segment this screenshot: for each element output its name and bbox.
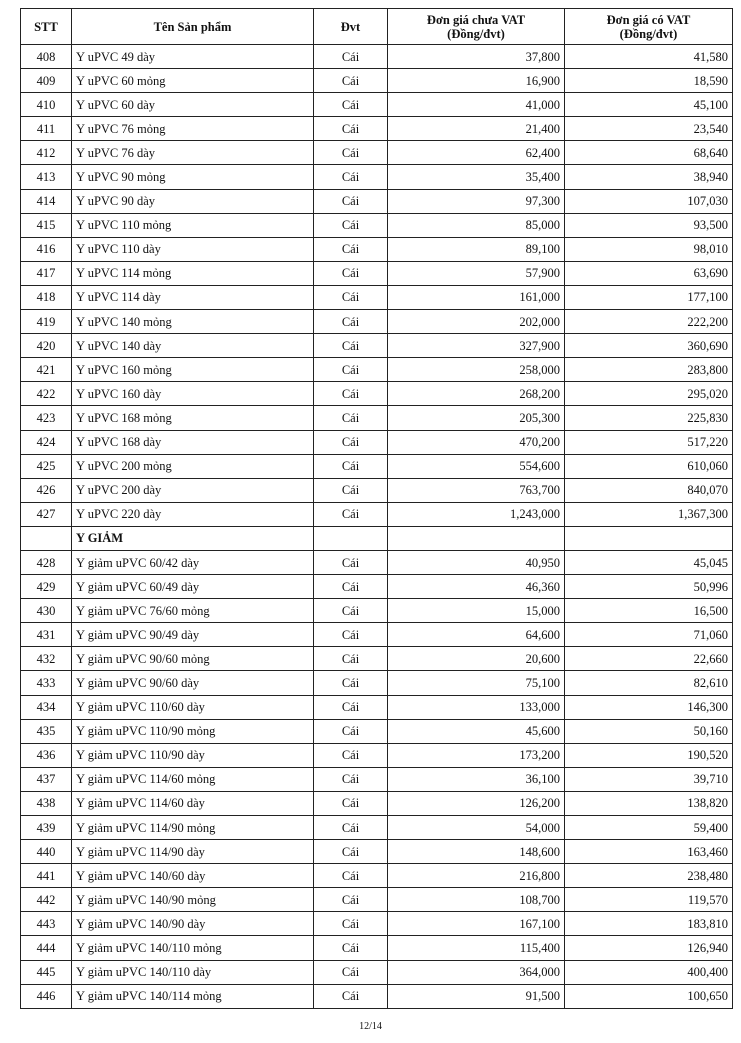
cell-price-no-vat: 268,200 <box>388 382 565 406</box>
cell-unit: Cái <box>314 45 388 69</box>
cell-unit: Cái <box>314 285 388 309</box>
cell-product-name: Y uPVC 160 mỏng <box>72 358 314 382</box>
cell-unit: Cái <box>314 767 388 791</box>
cell-stt: 427 <box>21 502 72 526</box>
cell-price-no-vat: 16,900 <box>388 69 565 93</box>
cell-price-no-vat: 91,500 <box>388 984 565 1008</box>
cell-product-name: Y uPVC 114 mỏng <box>72 261 314 285</box>
cell-price-vat <box>565 526 733 550</box>
table-row <box>21 213 733 237</box>
cell-product-name: Y giảm uPVC 60/49 dày <box>72 575 314 599</box>
cell-price-vat: 360,690 <box>565 334 733 358</box>
cell-price-no-vat: 763,700 <box>388 478 565 502</box>
cell-stt: 428 <box>21 550 72 574</box>
cell-price-vat: 22,660 <box>565 647 733 671</box>
cell-product-name: Y uPVC 60 mỏng <box>72 69 314 93</box>
cell-price-vat: 119,570 <box>565 888 733 912</box>
header-stt: STT <box>21 9 72 45</box>
table-row <box>21 623 733 647</box>
table-row <box>21 310 733 334</box>
cell-unit: Cái <box>314 960 388 984</box>
cell-price-no-vat: 470,200 <box>388 430 565 454</box>
cell-unit: Cái <box>314 502 388 526</box>
cell-unit: Cái <box>314 912 388 936</box>
cell-price-no-vat: 57,900 <box>388 261 565 285</box>
cell-stt: 410 <box>21 93 72 117</box>
cell-stt: 414 <box>21 189 72 213</box>
cell-product-name: Y uPVC 76 mỏng <box>72 117 314 141</box>
table-row <box>21 695 733 719</box>
cell-product-name: Y giảm uPVC 114/90 dày <box>72 840 314 864</box>
cell-stt: 422 <box>21 382 72 406</box>
cell-unit: Cái <box>314 743 388 767</box>
cell-unit: Cái <box>314 261 388 285</box>
cell-price-vat: 183,810 <box>565 912 733 936</box>
cell-price-no-vat: 202,000 <box>388 310 565 334</box>
table-row <box>21 406 733 430</box>
cell-price-vat: 82,610 <box>565 671 733 695</box>
header-row <box>21 9 733 45</box>
cell-unit: Cái <box>314 575 388 599</box>
cell-stt: 445 <box>21 960 72 984</box>
cell-product-name: Y giảm uPVC 110/90 mỏng <box>72 719 314 743</box>
cell-unit: Cái <box>314 888 388 912</box>
cell-product-name: Y giảm uPVC 140/110 mỏng <box>72 936 314 960</box>
table-row <box>21 478 733 502</box>
cell-price-no-vat: 173,200 <box>388 743 565 767</box>
table-row <box>21 960 733 984</box>
cell-price-no-vat: 62,400 <box>388 141 565 165</box>
cell-product-name: Y giảm uPVC 140/60 dày <box>72 864 314 888</box>
cell-price-vat: 163,460 <box>565 840 733 864</box>
cell-price-vat: 63,690 <box>565 261 733 285</box>
table-row <box>21 261 733 285</box>
cell-stt: 409 <box>21 69 72 93</box>
cell-stt: 421 <box>21 358 72 382</box>
table-row <box>21 93 733 117</box>
table-row <box>21 117 733 141</box>
cell-unit: Cái <box>314 237 388 261</box>
table-row <box>21 69 733 93</box>
cell-price-no-vat: 35,400 <box>388 165 565 189</box>
cell-stt: 442 <box>21 888 72 912</box>
cell-stt: 436 <box>21 743 72 767</box>
cell-unit: Cái <box>314 550 388 574</box>
cell-product-name: Y giảm uPVC 90/49 dày <box>72 623 314 647</box>
cell-product-name: Y uPVC 160 dày <box>72 382 314 406</box>
table-row <box>21 358 733 382</box>
cell-price-no-vat: 45,600 <box>388 719 565 743</box>
cell-unit: Cái <box>314 791 388 815</box>
cell-unit: Cái <box>314 936 388 960</box>
cell-price-no-vat: 161,000 <box>388 285 565 309</box>
cell-price-no-vat: 15,000 <box>388 599 565 623</box>
cell-price-no-vat: 126,200 <box>388 791 565 815</box>
cell-price-no-vat: 327,900 <box>388 334 565 358</box>
header-price-vat <box>565 9 733 45</box>
cell-product-name: Y GIẢM <box>72 526 314 550</box>
header-price-vat-line1: Đơn giá có VAT <box>606 12 691 27</box>
cell-product-name: Y uPVC 90 mỏng <box>72 165 314 189</box>
cell-unit: Cái <box>314 478 388 502</box>
header-price-no-vat-line2: (Đồng/đvt) <box>447 26 505 41</box>
cell-stt: 440 <box>21 840 72 864</box>
header-price-vat-line2: (Đồng/đvt) <box>619 26 678 41</box>
cell-price-vat: 68,640 <box>565 141 733 165</box>
cell-price-no-vat: 216,800 <box>388 864 565 888</box>
cell-unit: Cái <box>314 840 388 864</box>
cell-price-no-vat: 148,600 <box>388 840 565 864</box>
cell-unit: Cái <box>314 93 388 117</box>
cell-product-name: Y giảm uPVC 90/60 mỏng <box>72 647 314 671</box>
cell-price-vat: 1,367,300 <box>565 502 733 526</box>
cell-price-no-vat <box>388 526 565 550</box>
table-row <box>21 671 733 695</box>
cell-price-no-vat: 205,300 <box>388 406 565 430</box>
cell-price-vat: 138,820 <box>565 791 733 815</box>
table-row <box>21 599 733 623</box>
table-row <box>21 430 733 454</box>
cell-product-name: Y giảm uPVC 114/90 mỏng <box>72 816 314 840</box>
header-unit: Đvt <box>314 9 388 45</box>
cell-price-no-vat: 36,100 <box>388 767 565 791</box>
cell-product-name: Y uPVC 114 dày <box>72 285 314 309</box>
cell-price-vat: 177,100 <box>565 285 733 309</box>
cell-price-vat: 225,830 <box>565 406 733 430</box>
cell-product-name: Y giảm uPVC 110/90 dày <box>72 743 314 767</box>
cell-price-vat: 840,070 <box>565 478 733 502</box>
cell-unit: Cái <box>314 406 388 430</box>
cell-unit: Cái <box>314 358 388 382</box>
page-number: 12/14 <box>359 1021 382 1032</box>
cell-price-vat: 93,500 <box>565 213 733 237</box>
cell-price-vat: 146,300 <box>565 695 733 719</box>
cell-unit <box>314 526 388 550</box>
cell-price-no-vat: 46,360 <box>388 575 565 599</box>
cell-price-vat: 126,940 <box>565 936 733 960</box>
cell-price-no-vat: 258,000 <box>388 358 565 382</box>
cell-product-name: Y uPVC 49 dày <box>72 45 314 69</box>
cell-unit: Cái <box>314 816 388 840</box>
cell-stt: 431 <box>21 623 72 647</box>
cell-unit: Cái <box>314 623 388 647</box>
table-row <box>21 189 733 213</box>
cell-unit: Cái <box>314 141 388 165</box>
cell-unit: Cái <box>314 695 388 719</box>
cell-price-vat: 107,030 <box>565 189 733 213</box>
cell-stt: 433 <box>21 671 72 695</box>
cell-stt: 444 <box>21 936 72 960</box>
cell-product-name: Y uPVC 110 mỏng <box>72 213 314 237</box>
cell-price-no-vat: 41,000 <box>388 93 565 117</box>
cell-stt: 446 <box>21 984 72 1008</box>
cell-unit: Cái <box>314 719 388 743</box>
cell-stt: 415 <box>21 213 72 237</box>
cell-product-name: Y uPVC 60 dày <box>72 93 314 117</box>
cell-price-vat: 222,200 <box>565 310 733 334</box>
header-price-no-vat-line1: Đơn giá chưa VAT <box>426 12 526 27</box>
cell-price-no-vat: 89,100 <box>388 237 565 261</box>
cell-product-name: Y uPVC 140 mỏng <box>72 310 314 334</box>
cell-price-no-vat: 20,600 <box>388 647 565 671</box>
table-row <box>21 647 733 671</box>
cell-price-vat: 283,800 <box>565 358 733 382</box>
cell-unit: Cái <box>314 382 388 406</box>
cell-price-vat: 98,010 <box>565 237 733 261</box>
table-row <box>21 816 733 840</box>
cell-product-name: Y giảm uPVC 76/60 mỏng <box>72 599 314 623</box>
table-header <box>21 9 733 45</box>
cell-unit: Cái <box>314 647 388 671</box>
cell-price-vat: 45,100 <box>565 93 733 117</box>
cell-stt: 418 <box>21 285 72 309</box>
cell-unit: Cái <box>314 984 388 1008</box>
cell-price-vat: 517,220 <box>565 430 733 454</box>
table-row <box>21 382 733 406</box>
cell-price-vat: 59,400 <box>565 816 733 840</box>
cell-price-no-vat: 21,400 <box>388 117 565 141</box>
cell-price-no-vat: 40,950 <box>388 550 565 574</box>
cell-stt: 411 <box>21 117 72 141</box>
cell-price-vat: 18,590 <box>565 69 733 93</box>
cell-product-name: Y giảm uPVC 90/60 dày <box>72 671 314 695</box>
cell-price-no-vat: 1,243,000 <box>388 502 565 526</box>
cell-price-vat: 190,520 <box>565 743 733 767</box>
cell-stt: 425 <box>21 454 72 478</box>
cell-price-no-vat: 115,400 <box>388 936 565 960</box>
cell-price-vat: 45,045 <box>565 550 733 574</box>
table-row <box>21 840 733 864</box>
cell-product-name: Y giảm uPVC 60/42 dày <box>72 550 314 574</box>
table-row <box>21 502 733 526</box>
cell-price-no-vat: 75,100 <box>388 671 565 695</box>
cell-price-vat: 41,580 <box>565 45 733 69</box>
section-row <box>21 526 733 550</box>
cell-product-name: Y giảm uPVC 140/90 dày <box>72 912 314 936</box>
cell-product-name: Y uPVC 168 mỏng <box>72 406 314 430</box>
cell-stt: 430 <box>21 599 72 623</box>
cell-price-no-vat: 97,300 <box>388 189 565 213</box>
table-row <box>21 550 733 574</box>
cell-product-name: Y uPVC 90 dày <box>72 189 314 213</box>
cell-product-name: Y uPVC 200 dày <box>72 478 314 502</box>
cell-stt: 423 <box>21 406 72 430</box>
cell-product-name: Y giảm uPVC 140/90 mỏng <box>72 888 314 912</box>
cell-stt: 424 <box>21 430 72 454</box>
cell-unit: Cái <box>314 189 388 213</box>
cell-price-no-vat: 167,100 <box>388 912 565 936</box>
table-row <box>21 334 733 358</box>
cell-stt: 439 <box>21 816 72 840</box>
table-row <box>21 791 733 815</box>
cell-stt: 443 <box>21 912 72 936</box>
table-row <box>21 285 733 309</box>
cell-stt: 432 <box>21 647 72 671</box>
cell-stt: 417 <box>21 261 72 285</box>
table-row <box>21 165 733 189</box>
cell-unit: Cái <box>314 454 388 478</box>
table-row <box>21 141 733 165</box>
cell-stt <box>21 526 72 550</box>
table-row <box>21 984 733 1008</box>
table-row <box>21 767 733 791</box>
cell-stt: 408 <box>21 45 72 69</box>
cell-stt: 429 <box>21 575 72 599</box>
cell-unit: Cái <box>314 671 388 695</box>
cell-price-vat: 100,650 <box>565 984 733 1008</box>
cell-price-vat: 23,540 <box>565 117 733 141</box>
cell-price-no-vat: 37,800 <box>388 45 565 69</box>
cell-stt: 420 <box>21 334 72 358</box>
table-row <box>21 936 733 960</box>
cell-unit: Cái <box>314 430 388 454</box>
table-row <box>21 45 733 69</box>
cell-stt: 437 <box>21 767 72 791</box>
table-row <box>21 719 733 743</box>
cell-product-name: Y giảm uPVC 114/60 dày <box>72 791 314 815</box>
cell-price-vat: 610,060 <box>565 454 733 478</box>
header-price-no-vat <box>388 9 565 45</box>
cell-price-no-vat: 133,000 <box>388 695 565 719</box>
cell-product-name: Y uPVC 76 dày <box>72 141 314 165</box>
cell-stt: 412 <box>21 141 72 165</box>
cell-price-vat: 39,710 <box>565 767 733 791</box>
cell-product-name: Y giảm uPVC 140/110 dày <box>72 960 314 984</box>
cell-price-no-vat: 85,000 <box>388 213 565 237</box>
cell-product-name: Y uPVC 110 dày <box>72 237 314 261</box>
table-row <box>21 912 733 936</box>
cell-stt: 435 <box>21 719 72 743</box>
cell-product-name: Y uPVC 200 mỏng <box>72 454 314 478</box>
cell-product-name: Y giảm uPVC 114/60 mỏng <box>72 767 314 791</box>
table-row <box>21 575 733 599</box>
cell-unit: Cái <box>314 117 388 141</box>
cell-stt: 438 <box>21 791 72 815</box>
cell-price-vat: 400,400 <box>565 960 733 984</box>
table-row <box>21 888 733 912</box>
cell-price-vat: 50,996 <box>565 575 733 599</box>
price-table <box>20 8 733 1009</box>
cell-product-name: Y giảm uPVC 110/60 dày <box>72 695 314 719</box>
cell-unit: Cái <box>314 165 388 189</box>
cell-product-name: Y uPVC 220 dày <box>72 502 314 526</box>
cell-price-vat: 38,940 <box>565 165 733 189</box>
cell-product-name: Y uPVC 140 dày <box>72 334 314 358</box>
cell-stt: 441 <box>21 864 72 888</box>
cell-price-vat: 71,060 <box>565 623 733 647</box>
cell-price-vat: 295,020 <box>565 382 733 406</box>
cell-stt: 426 <box>21 478 72 502</box>
cell-product-name: Y uPVC 168 dày <box>72 430 314 454</box>
cell-price-vat: 50,160 <box>565 719 733 743</box>
cell-unit: Cái <box>314 310 388 334</box>
cell-stt: 413 <box>21 165 72 189</box>
cell-unit: Cái <box>314 334 388 358</box>
table-row <box>21 864 733 888</box>
cell-price-no-vat: 554,600 <box>388 454 565 478</box>
cell-stt: 416 <box>21 237 72 261</box>
cell-price-vat: 16,500 <box>565 599 733 623</box>
cell-price-no-vat: 108,700 <box>388 888 565 912</box>
cell-unit: Cái <box>314 213 388 237</box>
table-row <box>21 743 733 767</box>
cell-unit: Cái <box>314 864 388 888</box>
cell-stt: 434 <box>21 695 72 719</box>
table-row <box>21 454 733 478</box>
table-row <box>21 237 733 261</box>
cell-price-vat: 238,480 <box>565 864 733 888</box>
cell-unit: Cái <box>314 599 388 623</box>
cell-price-no-vat: 64,600 <box>388 623 565 647</box>
cell-product-name: Y giảm uPVC 140/114 mỏng <box>72 984 314 1008</box>
table-body <box>21 45 733 1009</box>
cell-price-no-vat: 364,000 <box>388 960 565 984</box>
header-product-name: Tên Sản phẩm <box>72 9 314 45</box>
cell-price-no-vat: 54,000 <box>388 816 565 840</box>
cell-stt: 419 <box>21 310 72 334</box>
cell-unit: Cái <box>314 69 388 93</box>
